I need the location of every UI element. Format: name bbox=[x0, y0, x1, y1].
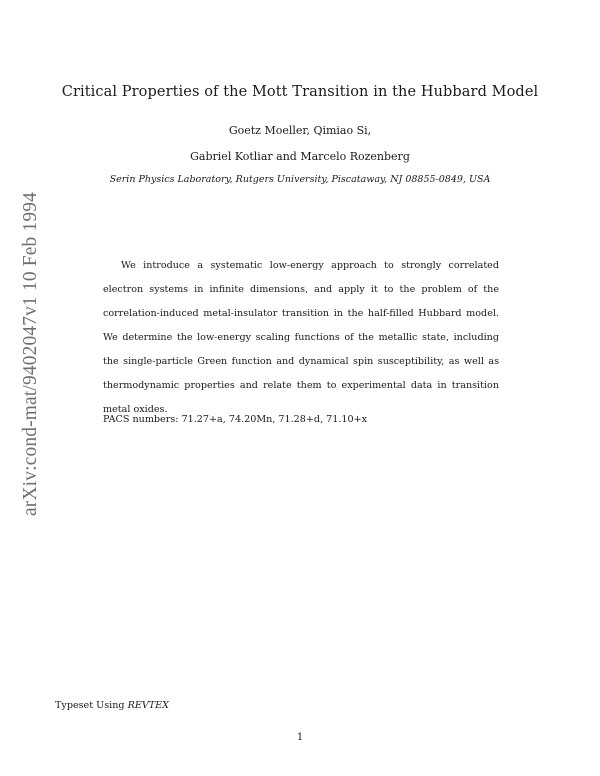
pacs-numbers: PACS numbers: 71.27+a, 74.20Mn, 71.28+d, 71.10+x bbox=[103, 414, 368, 425]
paper-title: Critical Properties of the Mott Transition in the Hubbard Model bbox=[61, 84, 539, 100]
abstract: We introduce a systematic low-energy approach to strongly correlated electron systems in infinite dimensions, and apply it to the problem of the correlation-induced metal-insulator transition in the half-filled Hubbard model. We determine the low-energy scaling functions of the metallic state, including the single-particle Green function and dynamical spin susceptibility, as well as thermodynamic properties and relate them to experimental data in transition metal oxides. bbox=[103, 260, 499, 415]
affiliation: Serin Physics Laboratory, Rutgers University, Piscataway, NJ 08855-0849, USA bbox=[109, 174, 491, 185]
arxiv-stamp bbox=[6, 0, 46, 776]
typeset-prefix: Typeset Using bbox=[55, 700, 128, 711]
revtex-name: REVTEX bbox=[127, 700, 169, 711]
authors-line-2: Gabriel Kotliar and Marcelo Rozenberg bbox=[190, 150, 410, 163]
arxiv-identifier: arXiv:cond-mat/9402047v1 10 Feb 1994 bbox=[19, 181, 41, 516]
page-number: 1 bbox=[296, 732, 304, 743]
typeset-note bbox=[55, 700, 169, 711]
authors-line-1: Goetz Moeller, Qimiao Si, bbox=[228, 124, 372, 137]
